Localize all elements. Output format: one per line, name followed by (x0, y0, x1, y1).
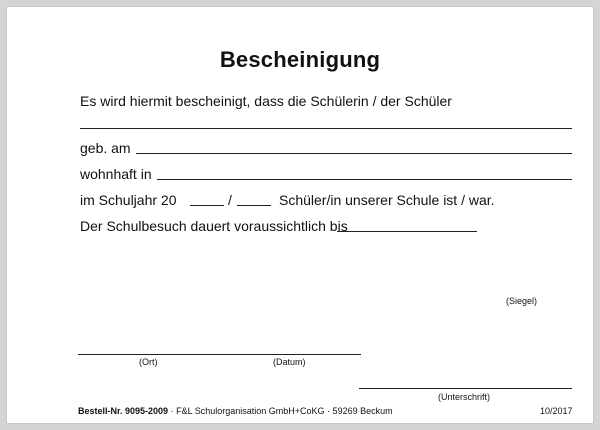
footer-publisher-info (78, 406, 393, 416)
place-label: (Ort) (139, 357, 158, 367)
attendance-text: Der Schulbesuch dauert voraussichtlich bis (80, 218, 348, 234)
seal-label: (Siegel) (506, 296, 538, 306)
date-label: (Datum) (273, 357, 306, 367)
school-year-suffix: Schüler/in unserer Schule ist / war. (279, 192, 495, 208)
certificate-form (7, 7, 593, 423)
school-year-end-line[interactable] (237, 205, 271, 206)
school-year-prefix: im Schuljahr 20 (80, 192, 177, 208)
school-year-slash: / (228, 192, 232, 208)
signature-label: (Unterschrift) (438, 392, 491, 402)
residence-line[interactable] (157, 179, 572, 180)
born-label: geb. am (80, 140, 131, 156)
order-number: Bestell-Nr. 9095-2009 (78, 406, 169, 416)
intro-text: Es wird hiermit bescheinigt, dass die Schülerin / der Schüler (80, 93, 452, 109)
student-name-line[interactable] (80, 128, 572, 129)
attendance-end-line[interactable] (337, 231, 477, 232)
publisher-text: · F&L Schulorganisation GmbH+CoKG · 59269 Beckum (170, 406, 393, 416)
page-title: Bescheinigung (219, 47, 381, 72)
birth-date-line[interactable] (136, 153, 572, 154)
school-year-start-line[interactable] (190, 205, 224, 206)
edition-date: 10/2017 (540, 406, 573, 416)
place-date-line[interactable] (78, 354, 361, 355)
signature-line[interactable] (359, 388, 572, 389)
residence-label: wohnhaft in (80, 166, 152, 182)
